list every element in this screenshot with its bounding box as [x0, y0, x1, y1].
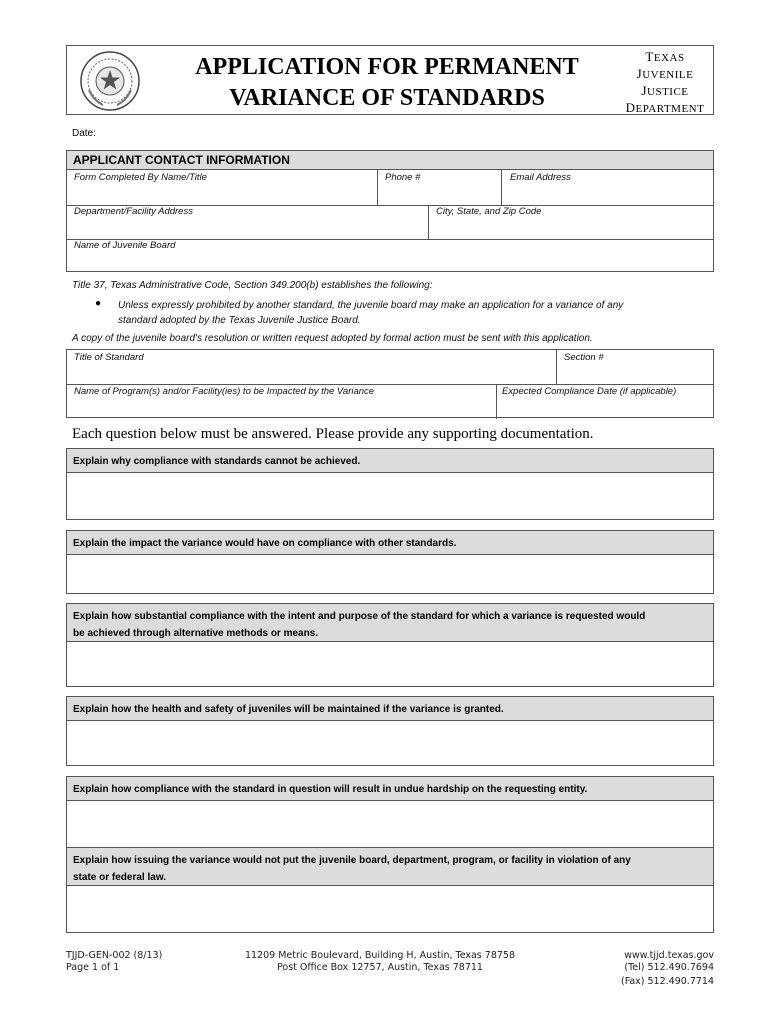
department-name: TEXAS JUVENILE JUSTICE DEPARTMENT: [625, 49, 705, 115]
compliance-date-field[interactable]: Expected Compliance Date (if applicable): [502, 386, 677, 397]
question-block: [66, 530, 714, 594]
page-title-line1: APPLICATION FOR PERMANENT: [195, 54, 579, 80]
contact-section-title: APPLICANT CONTACT INFORMATION: [67, 151, 713, 169]
question-label: Explain how issuing the variance would not put the juvenile board, department, program, or facility in violation of any: [73, 855, 631, 866]
footer-website[interactable]: www.tjjd.texas.gov: [624, 950, 714, 961]
page-number: Page 1 of 1: [66, 962, 120, 973]
email-field[interactable]: Email Address: [510, 172, 571, 183]
answer-area[interactable]: [67, 473, 713, 519]
contact-section: [66, 150, 714, 272]
footer-fax: (Fax) 512.490.7714: [621, 976, 714, 987]
answer-area[interactable]: [67, 555, 713, 593]
page-title-line2: VARIANCE OF STANDARDS: [229, 85, 545, 111]
answer-area[interactable]: [67, 642, 713, 686]
question-label: Explain why compliance with standards cannot be achieved.: [73, 456, 361, 467]
board-field[interactable]: Name of Juvenile Board: [74, 240, 176, 251]
texas-seal: [79, 50, 141, 112]
question-block: [66, 603, 714, 687]
question-block: [66, 696, 714, 766]
question-block: [66, 448, 714, 520]
legal-intro: Title 37, Texas Administrative Code, Section 349.200(b) establishes the following:: [72, 280, 433, 291]
standard-section: [66, 349, 714, 418]
answer-area[interactable]: [67, 801, 713, 847]
question-label: Explain the impact the variance would have on compliance with other standards.: [73, 538, 457, 549]
seal-icon: [79, 50, 141, 112]
footer-tel: (Tel) 512.490.7694: [624, 962, 714, 973]
standard-title-field[interactable]: Title of Standard: [74, 352, 144, 363]
legal-bullet-line1: Unless expressly prohibited by another standard, the juvenile board may make an application for a variance of any: [118, 300, 624, 311]
question-label-cont: state or federal law.: [73, 872, 166, 883]
program-facility-field[interactable]: Name of Program(s) and/or Facility(ies) to be Impacted by the Variance: [74, 386, 375, 397]
legal-copy-note: A copy of the juvenile board's resolution or written request adopted by formal action must be sent with this application.: [72, 333, 593, 344]
date-field[interactable]: [72, 128, 96, 139]
questions-intro: Each question below must be answered. Please provide any supporting documentation.: [72, 426, 594, 442]
question-label: Explain how the health and safety of juveniles will be maintained if the variance is granted.: [73, 704, 504, 715]
name-title-field[interactable]: Form Completed By Name/Title: [74, 172, 207, 183]
date-label: Date:: [72, 128, 96, 139]
bullet-icon: ●: [95, 298, 102, 309]
answer-area[interactable]: [67, 886, 713, 932]
city-field[interactable]: City, State, and Zip Code: [436, 206, 542, 217]
footer-address-line1: 11209 Metric Boulevard, Building H, Austin, Texas 78758: [244, 950, 516, 961]
phone-field[interactable]: Phone #: [385, 172, 421, 183]
section-number-field[interactable]: Section #: [564, 352, 604, 363]
legal-bullet-line2: standard adopted by the Texas Juvenile Justice Board.: [118, 315, 361, 326]
footer-address-line2: Post Office Box 12757, Austin, Texas 78711: [277, 962, 483, 973]
question-block: [66, 847, 714, 933]
header-box: [66, 45, 714, 115]
address-field[interactable]: Department/Facility Address: [74, 206, 193, 217]
question-label: Explain how substantial compliance with the intent and purpose of the standard for which a variance is requested would: [73, 611, 646, 622]
question-label-cont: be achieved through alternative methods or means.: [73, 628, 319, 639]
question-label: Explain how compliance with the standard in question will result in undue hardship on the requesting entity.: [73, 784, 588, 795]
question-block: [66, 776, 714, 848]
answer-area[interactable]: [67, 721, 713, 765]
form-id: TJJD-GEN-002 (8/13): [66, 950, 163, 961]
